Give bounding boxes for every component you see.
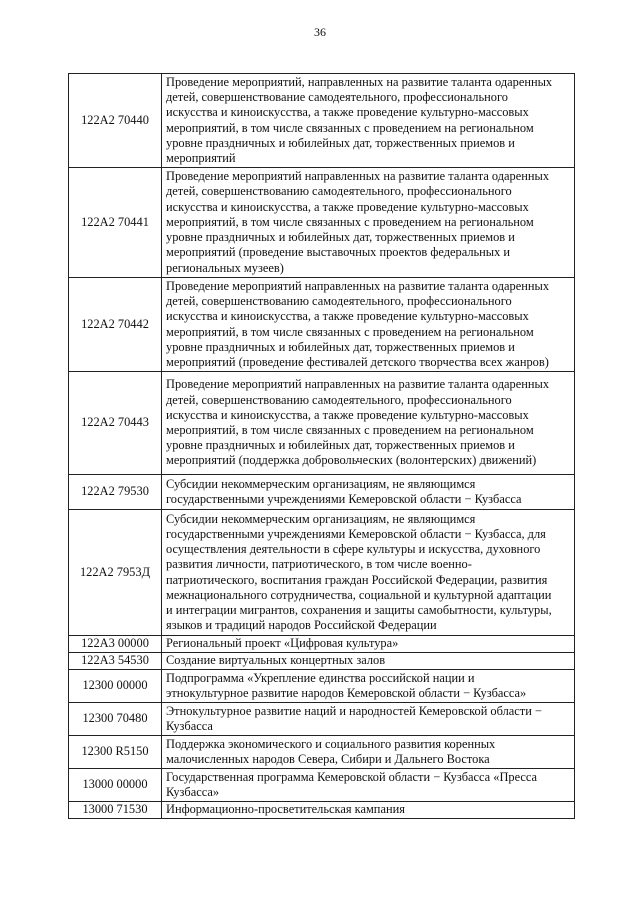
row-description (162, 736, 575, 769)
row-code: 122A2 70440 (69, 74, 162, 168)
row-code: 122A2 70443 (69, 372, 162, 475)
description-line: развития личности, патриотического, в том числе военно- (166, 557, 472, 572)
description-line: детей, совершенствованию самодеятельного, профессионального (166, 294, 512, 309)
description-line: Проведение мероприятий направленных на развитие таланта одаренных (166, 278, 550, 293)
row-code: 12300 R5150 (69, 736, 162, 769)
table-row (69, 278, 575, 372)
description-line: государственными учреждениями Кемеровской области − Кузбасса, для (166, 526, 546, 541)
table-row (69, 736, 575, 769)
budget-classification-table (68, 73, 575, 819)
row-code: 13000 71530 (69, 802, 162, 819)
description-line: патриотического, воспитания граждан Российской Федерации, развития (166, 572, 548, 587)
row-description (162, 769, 575, 802)
description-line: мероприятий (166, 150, 236, 165)
description-line: искусства и киноискусства, а также проведение культурно-массовых (166, 309, 529, 324)
row-code: 122A3 00000 (69, 636, 162, 653)
description-line: языков и традиций народов Российской Федерации (166, 618, 437, 633)
description-line: региональных музеев) (166, 260, 284, 275)
description-line: государственными учреждениями Кемеровской области − Кузбасса (166, 492, 522, 506)
row-code: 12300 00000 (69, 670, 162, 703)
table-row (69, 703, 575, 736)
description-line: Кузбасса (166, 719, 213, 733)
table-row (69, 372, 575, 475)
description-line: мероприятий, в том числе связанных с проведением на региональном (166, 120, 534, 135)
description-line: Региональный проект «Цифровая культура» (166, 636, 399, 651)
description-line: мероприятий (поддержка добровольческих (волонтерских) движений) (166, 453, 537, 468)
description-line: уровне праздничных и юбилейных дат, торжественных приемов и (166, 438, 515, 453)
description-line: искусства и киноискусства, а также проведение культурно-массовых (166, 199, 529, 214)
table-body (69, 74, 575, 819)
description-line: детей, совершенствование самодеятельного, профессионального (166, 90, 508, 105)
table-row (69, 510, 575, 636)
table-row (69, 653, 575, 670)
description-line: Проведение мероприятий направленных на развитие таланта одаренных (166, 169, 550, 184)
table-row (69, 475, 575, 510)
description-line: Подпрограмма «Укрепление единства российской нации и (166, 670, 475, 685)
row-code: 122A2 70441 (69, 168, 162, 278)
description-line: мероприятий (проведение выставочных проектов федеральных и (166, 245, 511, 260)
row-description (162, 703, 575, 736)
description-line: уровне праздничных и юбилейных дат, торжественных приемов и (166, 135, 515, 150)
row-code: 122A3 54530 (69, 653, 162, 670)
table-row (69, 802, 575, 819)
row-code: 122A2 7953Д (69, 510, 162, 636)
table-row (69, 636, 575, 653)
row-description (162, 475, 575, 510)
row-description (162, 670, 575, 703)
description-line: мероприятий (проведение фестивалей детского творчества всех жанров) (166, 354, 549, 369)
row-code: 12300 70480 (69, 703, 162, 736)
description-line: уровне праздничных и юбилейных дат, торжественных приемов и (166, 230, 515, 245)
table-row (69, 769, 575, 802)
description-line: мероприятий, в том числе связанных с проведением на региональном (166, 214, 534, 229)
row-description (162, 510, 575, 636)
description-line: Проведение мероприятий, направленных на развитие таланта одаренных (166, 74, 553, 89)
description-line: этнокультурное развитие народов Кемеровской области − Кузбасса» (166, 686, 527, 700)
row-code: 122A2 70442 (69, 278, 162, 372)
row-description (162, 653, 575, 670)
row-description (162, 168, 575, 278)
table-row (69, 168, 575, 278)
description-line: искусства и киноискусства, а также проведение культурно-массовых (166, 407, 529, 422)
table-row (69, 74, 575, 168)
description-line: Субсидии некоммерческим организациям, не являющимся (166, 511, 476, 526)
row-description (162, 74, 575, 168)
description-line: искусства и киноискусства, а также проведение культурно-массовых (166, 105, 529, 120)
row-description (162, 372, 575, 475)
description-line: и интеграции мигрантов, сохранения и защиты самобытности, культуры, (166, 602, 552, 617)
description-line: мероприятий, в том числе связанных с проведением на региональном (166, 324, 534, 339)
description-line: Проведение мероприятий направленных на развитие таланта одаренных (166, 377, 550, 392)
table-row (69, 670, 575, 703)
row-code: 122A2 79530 (69, 475, 162, 510)
row-description (162, 802, 575, 819)
description-line: мероприятий, в том числе связанных с проведением на региональном (166, 423, 534, 437)
description-line: Поддержка экономического и социального развития коренных (166, 736, 496, 751)
row-code: 13000 00000 (69, 769, 162, 802)
row-description (162, 278, 575, 372)
description-line: детей, совершенствованию самодеятельного, профессионального (166, 184, 512, 199)
description-line: осуществления деятельности в сфере культуры и искусства, духовного (166, 542, 541, 557)
description-line: детей, совершенствованию самодеятельного, профессионального (166, 392, 512, 407)
description-line: Государственная программа Кемеровской области − Кузбасса «Пресса (166, 769, 538, 784)
description-line: Создание виртуальных концертных залов (166, 653, 386, 668)
description-line: малочисленных народов Севера, Сибири и Дальнего Востока (166, 752, 490, 766)
description-line: Информационно-просветительская кампания (166, 802, 405, 817)
description-line: Этнокультурное развитие наций и народностей Кемеровской области − (166, 703, 542, 718)
row-description (162, 636, 575, 653)
page-number: 36 (314, 25, 326, 39)
description-line: уровне праздничных и юбилейных дат, торжественных приемов и (166, 339, 515, 354)
description-line: межнационального сотрудничества, социальной и культурной адаптации (166, 587, 552, 602)
description-line: Кузбасса» (166, 785, 220, 799)
description-line: Субсидии некоммерческим организациям, не являющимся (166, 476, 476, 491)
